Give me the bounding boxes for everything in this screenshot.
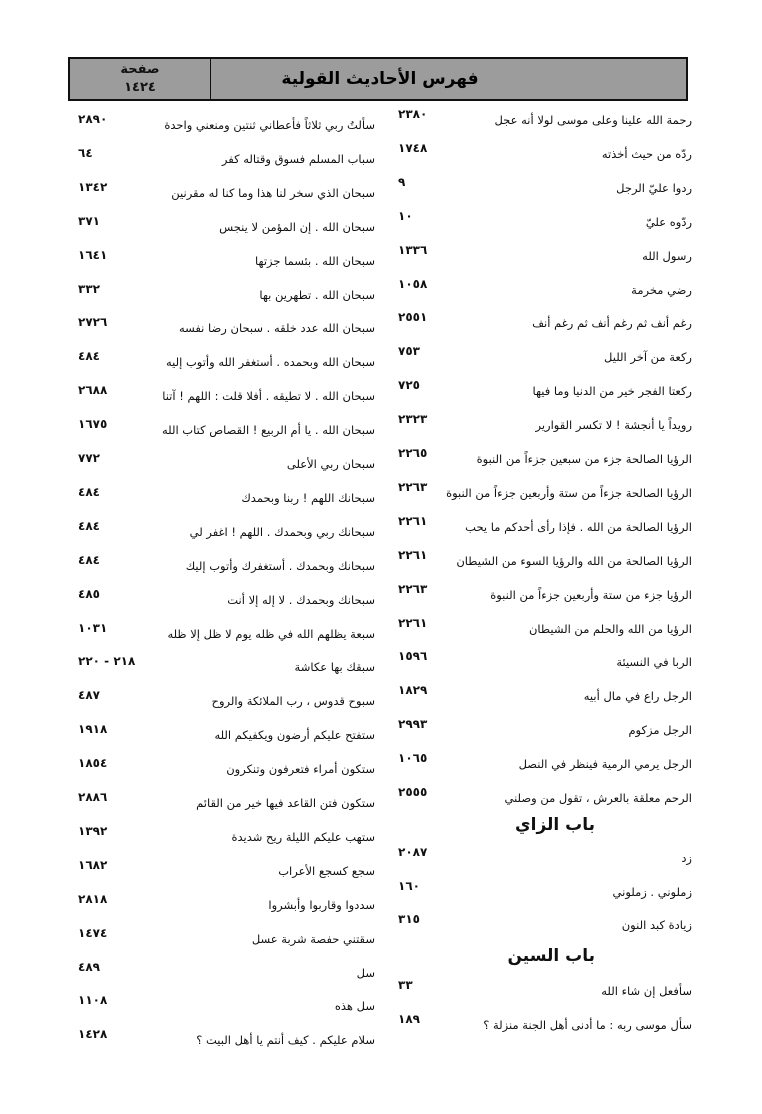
left-entry-number: ٤٨٥ [78, 586, 100, 601]
page-number-box [70, 59, 211, 99]
right-entry-text: رويداً يا أنجشة ! لا تكسر القوارير [535, 418, 692, 433]
left-entry-text: سبحان الله . إن المؤمن لا ينجس [219, 219, 375, 234]
right-entry-text: ردّوه عليّ [645, 214, 692, 229]
section-heading-zay: باب الزاي [515, 815, 595, 835]
left-entry-number: ١٨٥٤ [78, 756, 108, 771]
right-entry-number: ١٨٢٩ [398, 683, 428, 698]
right-entry-text: ردوا عليّ الرجل [616, 180, 692, 195]
left-entry-number: ٦٤ [78, 145, 93, 160]
right-entry-text: الرؤيا الصالحة من الله . فإذا رأى أحدكم ما يحب [465, 519, 692, 534]
left-entry-text: سبحان ربي الأعلى [286, 457, 375, 471]
right-entry-text: رغم أنف ثم رغم أنف ثم رغم أنف [532, 316, 692, 331]
left-entry-number: ٤٨٤ [78, 518, 100, 533]
left-entry-number: ٢٨٨٦ [78, 790, 108, 804]
left-entry-number: ٢١٨ - ٢٢٠ [78, 654, 136, 669]
right-entry-text: رسول الله [642, 248, 692, 263]
right-entry-text: الرؤيا من الله والحلم من الشيطان [528, 621, 692, 636]
right-entry-number: ٢٩٩٣ [398, 717, 428, 732]
right-entry-number: ٧٢٥ [398, 378, 420, 393]
left-entry-text: ستكون فتن القاعد فيها خير من القائم [196, 796, 375, 810]
right-entry-number: ٩ [398, 174, 406, 189]
left-entry-number: ٤٨٩ [78, 959, 100, 974]
left-entry-text: سبحانك ربي وبحمدك . اللهم ! اغفر لي [189, 524, 375, 539]
right-entry-number: ١٧٤٨ [398, 140, 428, 155]
right-entry-number: ١٠ [398, 208, 413, 223]
left-entry-number: ٢٨١٨ [78, 891, 108, 906]
right-entry-text: الرؤيا الصالحة جزءاً من ستة وأربعين جزءاً من النبوة [446, 485, 692, 500]
right-entry-number: ٢٢٦٥ [398, 446, 428, 460]
right-entry-number: ١٥٩٦ [398, 649, 428, 664]
left-entry-text: سبحانك اللهم ! ربنا وبحمدك [241, 490, 375, 505]
left-entry-text: سبحانك وبحمدك . أستغفرك وأتوب إليك [185, 558, 375, 573]
page-header [68, 57, 688, 101]
seen-entry-text: سأل موسى ربه : ما أدنى أهل الجنة منزلة ؟ [483, 1017, 692, 1032]
section-heading-seen: باب السين [507, 946, 595, 966]
left-entry-text: سبحان الذي سخر لنا هذا وما كنا له مقرنين [171, 185, 375, 200]
left-entry-text: سبحان الله . تطهرين بها [259, 287, 375, 302]
right-entry-text: ردّه من حيث أخذته [601, 146, 692, 161]
right-entry-text: الربا في النسيئة [616, 655, 692, 670]
left-entry-number: ١٩١٨ [78, 722, 108, 737]
left-entry-number: ١٦٤١ [78, 247, 108, 262]
right-entry-number: ٢٢٦١ [398, 615, 428, 630]
left-entry-text: سبحانك وبحمدك . لا إله إلا أنت [227, 592, 375, 607]
seen-entry-text: سأفعل إن شاء الله [601, 984, 692, 998]
seen-entry-number: ١٨٩ [398, 1011, 420, 1026]
left-entry-text: سبحان الله عدد خلقه . سبحان رضا نفسه [178, 321, 375, 336]
left-entry-text: سددوا وقاربوا وأبشروا [268, 897, 375, 912]
right-entry-text: الرؤيا جزء من ستة وأربعين جزءاً من النبوة [490, 587, 692, 602]
left-entry-text: ستفتح عليكم أرضون ويكفيكم الله [214, 728, 375, 743]
left-entry-text: سجع كسجع الأعراب [278, 863, 375, 878]
right-entry-number: ٧٥٣ [398, 344, 420, 359]
right-entry-number: ١٠٦٥ [398, 751, 428, 766]
zay-entry-text: زد [681, 851, 692, 865]
right-entry-number: ٢٥٥١ [398, 310, 428, 325]
left-entry-number: ٢٧٢٦ [78, 315, 108, 330]
right-entry-number: ٢٥٥٥ [398, 785, 428, 799]
left-entry-number: ٢٨٩٠ [78, 112, 108, 126]
right-entry-number: ٢٢٦١ [398, 513, 428, 528]
left-entry-text: ستكون أمراء فتعرفون وتنكرون [226, 762, 375, 777]
left-entry-number: ٧٧٢ [78, 451, 100, 465]
right-entry-text: الرجل مزكوم [628, 723, 692, 738]
left-entry-number: ٤٨٤ [78, 349, 100, 364]
zay-entry-number: ١٦٠ [398, 878, 420, 893]
left-entry-number: ٤٨٤ [78, 552, 100, 567]
right-entry-text: ركعتا الفجر خير من الدنيا وما فيها [532, 384, 692, 399]
left-entry-text: سقتني حفصة شربة عسل [251, 931, 375, 946]
left-entry-text: سبحان الله وبحمده . أستغفر الله وأتوب إليه [165, 355, 375, 370]
left-entry-text: سلام عليكم . كيف أنتم يا أهل البيت ؟ [196, 1033, 375, 1048]
page-number: ١٤٢٤ [124, 80, 156, 95]
left-entry-number: ١٤٧٤ [78, 925, 108, 940]
right-entry-number: ٢٢٦٣ [398, 581, 428, 596]
left-entry-text: سبحان الله . بئسما جزتها [255, 253, 375, 268]
right-entry-text: رضي مخرمة [631, 282, 692, 297]
page-title: فهرس الأحاديث القولية [281, 69, 479, 89]
left-entry-number: ١٦٧٥ [78, 417, 108, 432]
right-entry-number: ٢٣٨٠ [398, 107, 428, 121]
right-entry-text: الرؤيا الصالحة من الله والرؤيا السوء من الشيطان [456, 553, 692, 568]
right-entry-number: ١٠٥٨ [398, 276, 428, 291]
left-entry-number: ١١٠٨ [78, 993, 108, 1008]
left-entry-text: ستهب عليكم الليلة ريح شديدة [231, 829, 375, 844]
right-entry-text: الرؤيا الصالحة جزء من سبعين جزءاً من النبوة [476, 452, 692, 466]
left-entry-number: ٤٨٤ [78, 484, 100, 499]
left-entry-text: سل هذه [334, 999, 375, 1014]
right-entry-text: الرحم معلقة بالعرش ، تقول من وصلني [504, 791, 692, 805]
right-entry-number: ٢٣٢٣ [398, 412, 428, 427]
left-entry-text: سل [356, 965, 375, 980]
left-entry-number: ١٤٢٨ [78, 1027, 108, 1042]
zay-entry-number: ٣١٥ [398, 912, 420, 926]
left-entry-number: ٤٨٧ [78, 688, 100, 703]
left-entry-text: سبحان الله . يا أم الربيع ! القصاص كتاب الله [161, 423, 375, 438]
page-label: صفحة [120, 62, 160, 77]
left-entry-text: سبوح قدوس ، رب الملائكة والروح [211, 694, 375, 709]
zay-entry-number: ٢٠٨٧ [398, 845, 428, 859]
left-entry-text: سباب المسلم فسوق وقتاله كفر [221, 151, 375, 166]
left-entry-number: ٣٣٢ [78, 281, 100, 296]
left-entry-text: سألتُ ربي ثلاثاً فأعطاني ثنتين ومنعني واحدة [164, 118, 375, 132]
left-entry-number: ١٠٣١ [78, 620, 108, 635]
zay-entry-text: زملوني . زملوني [612, 884, 692, 899]
left-entry-text: سبعة يظلهم الله في ظله يوم لا ظل إلا ظله [167, 626, 375, 641]
right-entry-number: ١٣٣٦ [398, 242, 428, 257]
left-entry-number: ١٦٨٢ [78, 857, 108, 872]
right-entry-text: رحمة الله علينا وعلى موسى لولا أنه عجل [494, 113, 692, 127]
zay-entry-text: زيادة كبد النون [621, 918, 692, 932]
right-entry-text: الرجل راع في مال أبيه [583, 689, 692, 704]
left-entry-number: ١٣٩٢ [78, 823, 108, 838]
right-entry-number: ٢٢٦١ [398, 547, 428, 562]
left-entry-number: ٢٦٨٨ [78, 383, 108, 398]
left-entry-text: سبقك بها عكاشة [294, 660, 375, 675]
left-entry-number: ١٣٤٢ [78, 179, 108, 194]
left-entry-text: سبحان الله . لا تطيقه . أفلا قلت : اللهم ! آتنا [162, 389, 375, 404]
right-entry-text: الرجل يرمي الرمية فينظر في النصل [518, 757, 692, 772]
seen-entry-number: ٣٣ [398, 978, 413, 992]
right-entry-text: ركعة من آخر الليل [604, 350, 692, 365]
left-entry-number: ٣٧١ [78, 213, 100, 228]
right-entry-number: ٢٢٦٣ [398, 479, 428, 494]
